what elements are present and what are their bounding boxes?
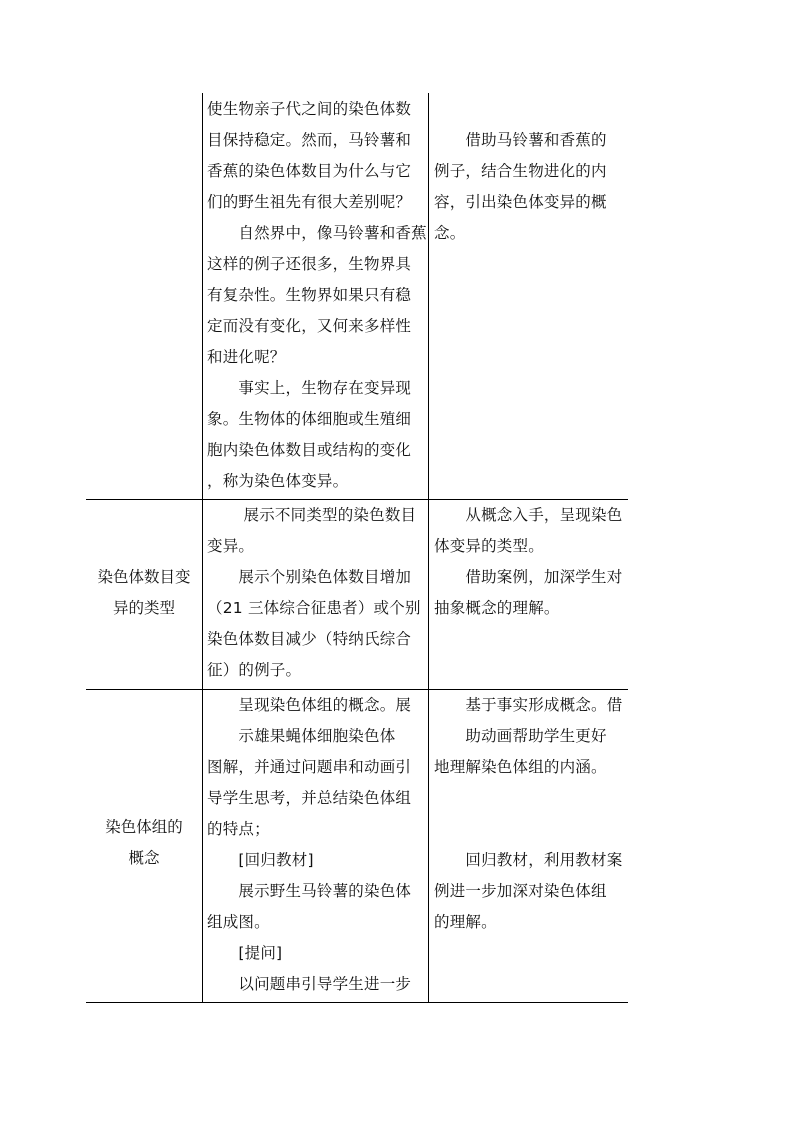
row2-intent-line: 体变异的类型。: [434, 537, 544, 555]
row1-intent-line: 容，引出染色体变异的概: [434, 193, 607, 211]
row3-intent-line: 的理解。: [434, 913, 497, 931]
row3-label-line: 概念: [128, 849, 160, 867]
row1-activity-line: 这样的例子还很多，生物界具: [207, 255, 412, 273]
row1-activity-line: 和进化呢？: [207, 348, 286, 366]
row2-activity-line: 染色体数目减少（特纳氏综合: [207, 630, 412, 648]
row3-intent-line: 回归教材，利用教材案: [434, 851, 623, 869]
row1-activity-line: 定而没有变化，又何来多样性: [207, 317, 412, 335]
row3-activity-line: 示雄果蝇体细胞染色体: [207, 727, 396, 745]
row1-activity-line: 事实上，生物存在变异现: [207, 379, 412, 397]
row3-intent-line: 地理解染色体组的内涵。: [434, 758, 607, 776]
row3-activity-line: 组成图。: [207, 913, 270, 931]
row2-intent-line: 从概念入手，呈现染色: [434, 506, 623, 524]
row3-intent-line: [434, 783, 622, 814]
row3-intent-line: [434, 814, 622, 845]
row2-activity-line: 征）的例子。: [207, 661, 302, 679]
row2-activity-line: 变异。: [207, 537, 255, 555]
row2-activity-line: （21 三体综合征患者）或个别: [207, 599, 421, 617]
row1-intent-line: 借助马铃薯和香蕉的: [434, 131, 607, 149]
row3-activity-line: 图解，并通过问题串和动画引: [207, 758, 412, 776]
row3-intent-line: 基于事实形成概念。借: [434, 696, 623, 714]
table-bottom-border: [86, 1002, 628, 1003]
row1-activity-line: ，称为染色体变异。: [207, 472, 349, 490]
row1-activity-line: 使生物亲子代之间的染色体数: [207, 100, 412, 118]
row3-activity-line: 以问题串引导学生进一步: [207, 975, 412, 993]
row3-activity-line: 的特点；: [207, 820, 270, 838]
row2-activity-line: 展示个别染色体数目增加: [207, 568, 412, 586]
row3-intent-line: 例进一步加深对染色体组: [434, 882, 607, 900]
row2-intent-line: 借助案例，加深学生对: [434, 568, 623, 586]
row3-label-cell: [86, 812, 202, 874]
row1-activity-line: 有复杂性。生物界如果只有稳: [207, 286, 412, 304]
row3-activity-line: 呈现染色体组的概念。展: [207, 696, 412, 714]
row1-activity-line: 象。生物体的体细胞或生殖细: [207, 410, 412, 428]
row3-intent-cell: [434, 690, 622, 938]
row3-activity-line: [回归教材]: [207, 851, 314, 869]
row2-intent-line: 抽象概念的理解。: [434, 599, 560, 617]
row3-activity-cell: [207, 690, 411, 1000]
column-divider-1: [202, 93, 203, 1003]
row1-intent-cell: [434, 94, 607, 249]
row1-activity-line: 们的野生祖先有很大差别呢？: [207, 193, 412, 211]
row1-intent-line: [434, 94, 607, 125]
row1-intent-line: 念。: [434, 224, 466, 242]
row3-label-line: 染色体组的: [105, 818, 183, 836]
row3-intent-line: 助动画帮助学生更好: [434, 727, 607, 745]
row2-activity-cell: [207, 500, 421, 686]
column-divider-2: [428, 93, 429, 1003]
row3-activity-line: 导学生思考，并总结染色体组: [207, 789, 412, 807]
row2-label-line: 异的类型: [112, 599, 175, 617]
row2-label-cell: [86, 562, 202, 624]
row2-intent-cell: [434, 500, 622, 624]
row1-activity-cell: [207, 94, 427, 497]
row2-activity-line: 展示不同类型的染色数目: [207, 506, 417, 524]
row1-activity-line: 胞内染色体数目或结构的变化: [207, 441, 412, 459]
row3-activity-line: [提问]: [207, 944, 283, 962]
row1-activity-line: 香蕉的染色体数目为什么与它: [207, 162, 412, 180]
row1-activity-line: 目保持稳定。然而，马铃薯和: [207, 131, 412, 149]
row1-intent-line: 例子，结合生物进化的内: [434, 162, 607, 180]
row1-activity-line: 自然界中，像马铃薯和香蕉: [207, 224, 427, 242]
row3-activity-line: 展示野生马铃薯的染色体: [207, 882, 412, 900]
row2-label-line: 染色体数目变: [97, 568, 191, 586]
